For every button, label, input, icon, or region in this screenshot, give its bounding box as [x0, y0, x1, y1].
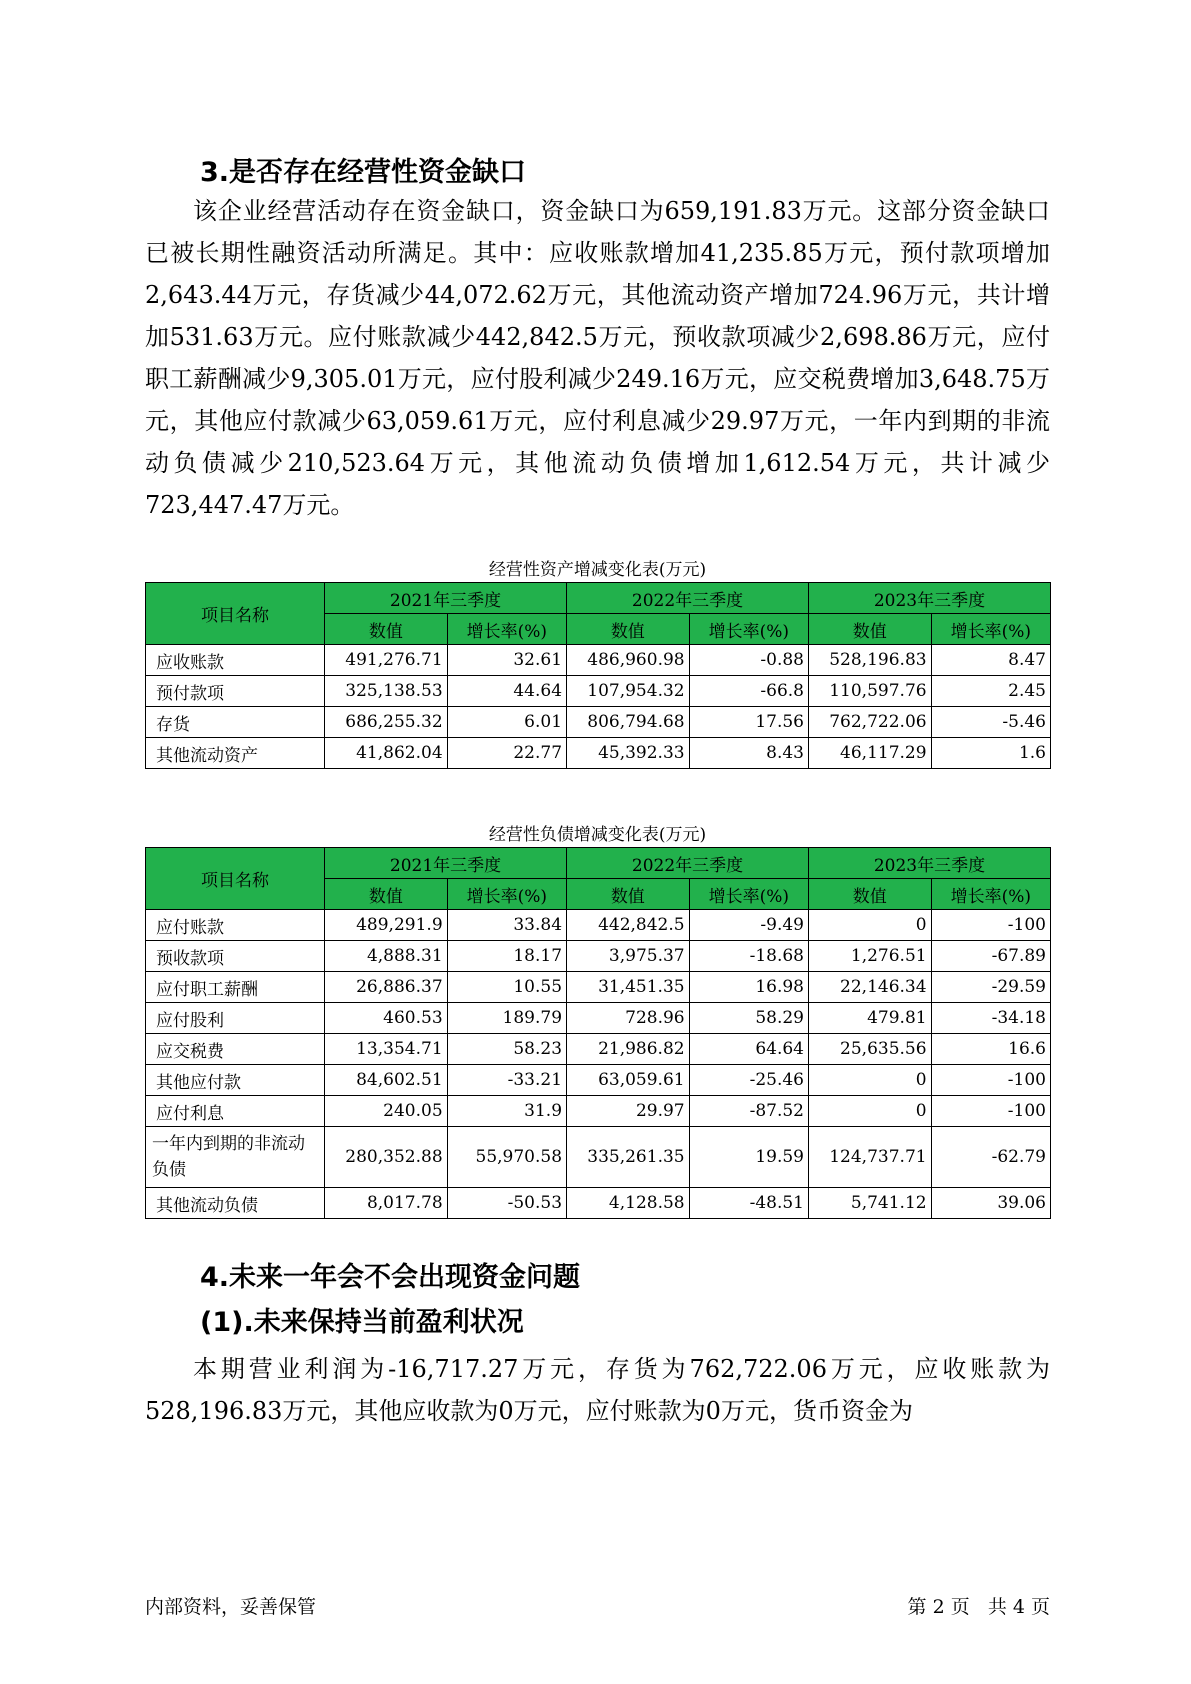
cell-growth-rate: -87.52	[689, 1096, 808, 1127]
cell-value: 0	[809, 910, 932, 941]
table-row	[146, 1003, 1051, 1034]
cell-growth-rate: -33.21	[447, 1065, 566, 1096]
cell-growth-rate: -67.89	[931, 941, 1050, 972]
cell-value: 13,354.71	[325, 1034, 448, 1065]
column-header-rate: 增长率(%)	[447, 879, 566, 910]
column-header-item: 项目名称	[146, 848, 325, 910]
cell-value: 335,261.35	[567, 1127, 690, 1188]
column-header-period: 2023年三季度	[809, 583, 1051, 614]
cell-growth-rate: 1.6	[931, 738, 1050, 769]
asset-change-table	[145, 582, 1051, 769]
cell-growth-rate: 18.17	[447, 941, 566, 972]
row-item-name: 存货	[146, 707, 325, 738]
cell-growth-rate: -29.59	[931, 972, 1050, 1003]
table-row	[146, 1034, 1051, 1065]
cell-growth-rate: -100	[931, 1065, 1050, 1096]
table-header-row	[146, 848, 1051, 879]
cell-value: 479.81	[809, 1003, 932, 1034]
column-header-value: 数值	[567, 879, 690, 910]
row-item-name: 应付利息	[146, 1096, 325, 1127]
cell-value: 528,196.83	[809, 645, 932, 676]
cell-growth-rate: 16.98	[689, 972, 808, 1003]
cell-value: 460.53	[325, 1003, 448, 1034]
cell-value: 4,128.58	[567, 1188, 690, 1219]
cell-growth-rate: 31.9	[447, 1096, 566, 1127]
cell-value: 486,960.98	[567, 645, 690, 676]
table1-caption: 经营性资产增减变化表(万元)	[488, 560, 707, 580]
cell-value: 41,862.04	[325, 738, 448, 769]
cell-value: 325,138.53	[325, 676, 448, 707]
table-row	[146, 738, 1051, 769]
cell-value: 3,975.37	[567, 941, 690, 972]
row-item-name: 其他流动资产	[146, 738, 325, 769]
cell-value: 29.97	[567, 1096, 690, 1127]
row-item-name: 应收账款	[146, 645, 325, 676]
cell-growth-rate: 189.79	[447, 1003, 566, 1034]
cell-value: 489,291.9	[325, 910, 448, 941]
section4-paragraph	[145, 1348, 1050, 1432]
row-item-name: 其他流动负债	[146, 1188, 325, 1219]
cell-growth-rate: -100	[931, 1096, 1050, 1127]
cell-growth-rate: 44.64	[447, 676, 566, 707]
cell-value: 124,737.71	[809, 1127, 932, 1188]
cell-value: 22,146.34	[809, 972, 932, 1003]
cell-value: 107,954.32	[567, 676, 690, 707]
cell-growth-rate: -9.49	[689, 910, 808, 941]
column-header-rate: 增长率(%)	[931, 879, 1050, 910]
cell-value: 762,722.06	[809, 707, 932, 738]
section4-subheading: (1).未来保持当前盈利状况	[200, 1307, 524, 1338]
section3-heading: 3.是否存在经营性资金缺口	[200, 157, 527, 188]
cell-growth-rate: 8.47	[931, 645, 1050, 676]
cell-value: 0	[809, 1096, 932, 1127]
table-row	[146, 1127, 1051, 1188]
footer-page-number: 第 2 页 共 4 页	[907, 1596, 1050, 1618]
column-header-period: 2022年三季度	[567, 583, 809, 614]
column-header-value: 数值	[325, 879, 448, 910]
cell-growth-rate: -62.79	[931, 1127, 1050, 1188]
cell-value: 45,392.33	[567, 738, 690, 769]
row-item-name: 预收款项	[146, 941, 325, 972]
column-header-period: 2023年三季度	[809, 848, 1051, 879]
cell-growth-rate: 16.6	[931, 1034, 1050, 1065]
cell-growth-rate: 17.56	[689, 707, 808, 738]
column-header-period: 2021年三季度	[325, 848, 567, 879]
cell-growth-rate: -100	[931, 910, 1050, 941]
cell-value: 26,886.37	[325, 972, 448, 1003]
column-header-value: 数值	[567, 614, 690, 645]
cell-growth-rate: 19.59	[689, 1127, 808, 1188]
cell-growth-rate: -25.46	[689, 1065, 808, 1096]
cell-growth-rate: -18.68	[689, 941, 808, 972]
column-header-value: 数值	[809, 879, 932, 910]
column-header-rate: 增长率(%)	[447, 614, 566, 645]
row-item-name: 预付款项	[146, 676, 325, 707]
column-header-rate: 增长率(%)	[689, 879, 808, 910]
cell-value: 25,635.56	[809, 1034, 932, 1065]
cell-growth-rate: -50.53	[447, 1188, 566, 1219]
cell-growth-rate: 8.43	[689, 738, 808, 769]
cell-growth-rate: -48.51	[689, 1188, 808, 1219]
cell-value: 240.05	[325, 1096, 448, 1127]
section4-heading: 4.未来一年会不会出现资金问题	[200, 1262, 581, 1293]
column-header-value: 数值	[809, 614, 932, 645]
column-header-item: 项目名称	[146, 583, 325, 645]
table-row	[146, 645, 1051, 676]
row-item-name: 应付股利	[146, 1003, 325, 1034]
cell-growth-rate: 10.55	[447, 972, 566, 1003]
cell-growth-rate: -0.88	[689, 645, 808, 676]
table-row	[146, 910, 1051, 941]
cell-value: 110,597.76	[809, 676, 932, 707]
cell-growth-rate: -34.18	[931, 1003, 1050, 1034]
row-item-name: 其他应付款	[146, 1065, 325, 1096]
table-row	[146, 1096, 1051, 1127]
cell-value: 31,451.35	[567, 972, 690, 1003]
table-row	[146, 941, 1051, 972]
cell-growth-rate: 58.29	[689, 1003, 808, 1034]
cell-growth-rate: 6.01	[447, 707, 566, 738]
cell-growth-rate: 58.23	[447, 1034, 566, 1065]
table-row	[146, 676, 1051, 707]
cell-growth-rate: 39.06	[931, 1188, 1050, 1219]
cell-value: 728.96	[567, 1003, 690, 1034]
row-item-name: 一年内到期的非流动负债	[146, 1127, 325, 1188]
table-header-row	[146, 583, 1051, 614]
liability-change-table	[145, 847, 1051, 1219]
cell-value: 8,017.78	[325, 1188, 448, 1219]
footer-confidential: 内部资料，妥善保管	[145, 1596, 317, 1618]
cell-growth-rate: 55,970.58	[447, 1127, 566, 1188]
cell-value: 5,741.12	[809, 1188, 932, 1219]
column-header-period: 2022年三季度	[567, 848, 809, 879]
cell-growth-rate: 32.61	[447, 645, 566, 676]
cell-value: 21,986.82	[567, 1034, 690, 1065]
table2-caption: 经营性负债增减变化表(万元)	[488, 825, 707, 845]
section3-text: 该企业经营活动存在资金缺口，资金缺口为659,191.83万元。这部分资金缺口已被长期性融资活动所满足。其中：应收账款增加41,235.85万元，预付款项增加2,643.44万元，存货减少44,072.62万元，其他流动资产增加724.96万元，共计增加531.63万元。应付账款减少442,842.5万元，预收款项减少2,698.86万元，应付职工薪酬减少9,305.01万元，应付股利减少249.16万元，应交税费增加3,648.75万元，其他应付款减少63,059.61万元，应付利息减少29.97万元，一年内到期的非流动负债减少210,523.64万元，其他流动负债增加1,612.54万元，共计减少723,447.47万元。	[145, 197, 1050, 519]
column-header-period: 2021年三季度	[325, 583, 567, 614]
column-header-rate: 增长率(%)	[931, 614, 1050, 645]
cell-growth-rate: -66.8	[689, 676, 808, 707]
cell-value: 442,842.5	[567, 910, 690, 941]
cell-value: 806,794.68	[567, 707, 690, 738]
cell-value: 0	[809, 1065, 932, 1096]
section3-paragraph	[145, 190, 1050, 526]
cell-growth-rate: 2.45	[931, 676, 1050, 707]
cell-value: 84,602.51	[325, 1065, 448, 1096]
section4-text: 本期营业利润为-16,717.27万元，存货为762,722.06万元，应收账款为528,196.83万元，其他应收款为0万元，应付账款为0万元，货币资金为	[145, 1355, 1050, 1425]
cell-value: 4,888.31	[325, 941, 448, 972]
column-header-rate: 增长率(%)	[689, 614, 808, 645]
cell-growth-rate: 64.64	[689, 1034, 808, 1065]
row-item-name: 应付职工薪酬	[146, 972, 325, 1003]
cell-growth-rate: 22.77	[447, 738, 566, 769]
cell-value: 63,059.61	[567, 1065, 690, 1096]
row-item-name: 应付账款	[146, 910, 325, 941]
cell-value: 1,276.51	[809, 941, 932, 972]
row-item-name: 应交税费	[146, 1034, 325, 1065]
cell-growth-rate: 33.84	[447, 910, 566, 941]
table-row	[146, 707, 1051, 738]
column-header-value: 数值	[325, 614, 448, 645]
table-row	[146, 972, 1051, 1003]
cell-value: 491,276.71	[325, 645, 448, 676]
cell-growth-rate: -5.46	[931, 707, 1050, 738]
cell-value: 46,117.29	[809, 738, 932, 769]
cell-value: 686,255.32	[325, 707, 448, 738]
table-row	[146, 1065, 1051, 1096]
table-row	[146, 1188, 1051, 1219]
cell-value: 280,352.88	[325, 1127, 448, 1188]
